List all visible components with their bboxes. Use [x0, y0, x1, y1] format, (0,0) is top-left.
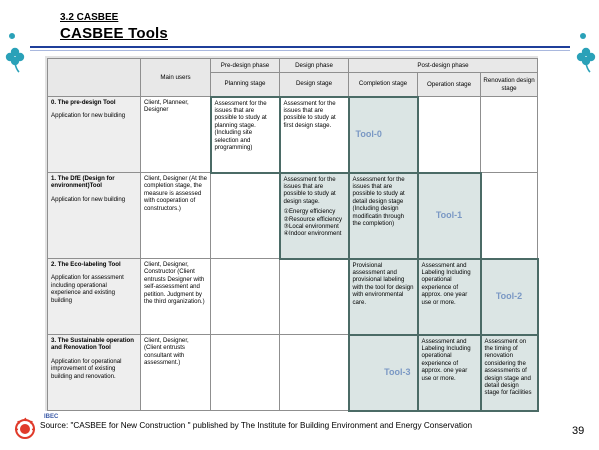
assessment-cell: Assessment and Labeling Including operational experience of approx. one year use or more.: [418, 335, 481, 411]
casbee-tools-table: [47, 58, 539, 412]
logo-text: IBEC: [44, 414, 59, 420]
page-title: CASBEE Tools: [60, 25, 168, 42]
source-citation: Source: "CASBEE for New Construction " published by The Institute for Building Environment and Energy Conservation: [40, 421, 473, 430]
criteria-list: [284, 208, 345, 238]
stage-header: Renovation design stage: [481, 73, 538, 97]
empty-cell: [211, 335, 280, 411]
criteria-item: ①Energy efficiency: [283, 208, 336, 216]
title-rule: [30, 46, 570, 48]
main-users-cell: Client, Designer, Constructor (Client entrusts Designer with self-assessment and petition. Judgment by the third organization.): [141, 259, 211, 335]
row-header: [48, 335, 141, 411]
row-description: Application for assessment including operational experience and existing building: [51, 274, 124, 304]
row-title: 2. The Eco-labeling Tool: [51, 261, 121, 268]
assessment-cell: Assessment on the timing of renovation considering the assessments of design stage and detail design stage for facilities: [481, 335, 538, 411]
table-row: [48, 259, 538, 335]
criteria-item: ③Local environment: [283, 223, 339, 231]
assessment-cell: Provisional assessment and provisional labeling with the tool for design with environmental care.: [349, 259, 418, 335]
stage-header: Planning stage: [211, 73, 280, 97]
tool-0-label: Tool-0: [349, 97, 418, 173]
ibec-logo: [12, 414, 42, 442]
clover-icon: [574, 30, 598, 78]
empty-cell: [211, 259, 280, 335]
stage-header: Completion stage: [349, 73, 418, 97]
main-users-cell: Client, Designer (At the completion stage, the measure is assessed with cooperation of constructors.): [141, 173, 211, 259]
row-header: [48, 259, 141, 335]
row-description: Application for new building: [51, 112, 126, 120]
phase-header: Pre-design phase: [211, 59, 280, 73]
main-users-cell: Client, Designer, (Client entrusts consultant with assessment.): [141, 335, 211, 411]
phase-header: Post-design phase: [349, 59, 538, 73]
row-title: 3. The Sustainable operation and Renovation Tool: [51, 337, 134, 352]
assessment-cell: Assessment and Labeling Including operational experience of approx. one year use or more.: [418, 259, 481, 335]
empty-cell: [481, 173, 538, 259]
row-description: Application for new building: [51, 195, 126, 203]
assessment-cell: Assessment for the issues that are possible to study at first design stage.: [280, 97, 349, 173]
empty-cell: [418, 97, 481, 173]
tool-2-label: Tool-2: [481, 259, 538, 335]
empty-cell: [481, 97, 538, 173]
table-row: [48, 173, 538, 259]
corner-cell: [48, 59, 141, 97]
criteria-item: ④Indoor environment: [283, 230, 342, 238]
clover-icon: [3, 30, 27, 78]
tool-1-label: Tool-1: [418, 173, 481, 259]
table-row: [48, 97, 538, 173]
criteria-item: ②Resource efficiency: [283, 215, 343, 223]
stage-header: Design stage: [280, 73, 349, 97]
main-users-cell: Client, Planneer, Designer: [141, 97, 211, 173]
title-rule-light: [30, 50, 570, 51]
section-label: 3.2 CASBEE: [60, 12, 119, 23]
assessment-cell: [280, 173, 349, 259]
assessment-cell: Assessment for the issues that are possible to study at planning stage. (Including site selection and programming): [211, 97, 280, 173]
row-header: [48, 173, 141, 259]
row-title: 0. The pre-design Tool: [51, 99, 116, 106]
phase-header: Design phase: [280, 59, 349, 73]
row-header: [48, 97, 141, 173]
stage-header: Operation stage: [418, 73, 481, 97]
assessment-text: Assessment for the issues that are possible to study at design stage.: [283, 175, 336, 205]
main-users-header: Main users: [141, 59, 211, 97]
empty-cell: [280, 259, 349, 335]
row-title: 1. The DfE (Design for environment)Tool: [51, 175, 115, 190]
empty-cell: [280, 335, 349, 411]
row-description: Application for operational improvement of existing building and renovation.: [51, 357, 122, 380]
assessment-cell: Assessment for the issues that are possible to study at detail design stage (Including design modificatin through the completion): [349, 173, 418, 259]
empty-cell: [211, 173, 280, 259]
page-number: 39: [572, 425, 585, 437]
tool-3-label: Tool-3: [349, 335, 418, 411]
table-row: [48, 335, 538, 411]
